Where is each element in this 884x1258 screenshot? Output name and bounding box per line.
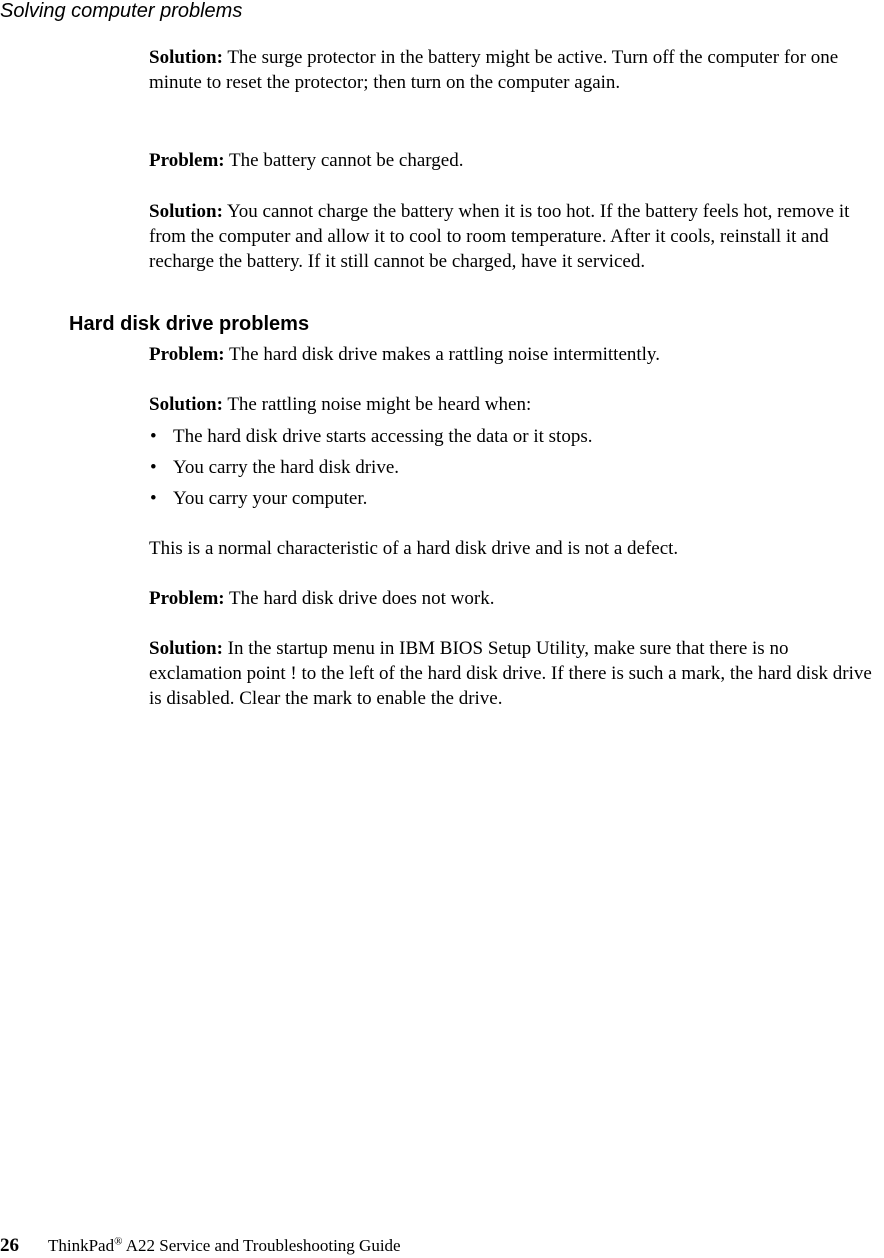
- hdd-normal-characteristic-note: This is a normal characteristic of a hard disk drive and is not a defect.: [149, 538, 679, 559]
- problem-label: Problem:: [149, 150, 225, 171]
- problem-label: Problem:: [149, 588, 225, 609]
- page-number: 26: [0, 1235, 19, 1256]
- solution-label: Solution:: [149, 47, 223, 68]
- solution-text: The surge protector in the battery might be active. Turn off the computer for one minute to reset the protector; then turn on the computer again.: [149, 47, 839, 93]
- list-item-text: The hard disk drive starts accessing the data or it stops.: [173, 426, 593, 447]
- section-heading-hard-disk: Hard disk drive problems: [69, 313, 310, 335]
- list-item-text: You carry the hard disk drive.: [173, 457, 400, 478]
- bullet-icon: •: [150, 457, 157, 478]
- problem-text: The hard disk drive does not work.: [224, 588, 495, 609]
- list-item-text: You carry your computer.: [173, 488, 368, 509]
- registered-mark: ®: [114, 1235, 123, 1248]
- battery-problem-cannot-charge: [149, 148, 884, 173]
- page-footer: [0, 1234, 401, 1258]
- list-item: [149, 455, 884, 486]
- hdd-solution-rattling: [149, 392, 884, 417]
- problem-label: Problem:: [149, 344, 225, 365]
- problem-text: The hard disk drive makes a rattling noise intermittently.: [224, 344, 660, 365]
- solution-text: In the startup menu in IBM BIOS Setup Utility, make sure that there is no exclamation point ! to the left of the hard disk drive. If there is such a mark, the hard disk drive is disabled. Clear the mark to enable the drive.: [149, 638, 872, 709]
- list-item: [149, 424, 884, 455]
- battery-solution-surge-protector: [149, 45, 884, 95]
- bullet-icon: •: [150, 426, 157, 447]
- hdd-solution-bios: [149, 636, 884, 711]
- hdd-rattling-causes: [149, 424, 884, 517]
- hdd-problem-rattling: [149, 342, 884, 367]
- list-item: [149, 486, 884, 517]
- solution-text: You cannot charge the battery when it is too hot. If the battery feels hot, remove it from the computer and allow it to cool to room temperature. After it cools, reinstall it and recharge the battery. If it still cannot be charged, have it serviced.: [149, 201, 850, 272]
- hdd-problem-not-working: [149, 586, 884, 611]
- solution-label: Solution:: [149, 201, 223, 222]
- footer-title: ThinkPad® A22 Service and Troubleshooting Guide: [48, 1235, 401, 1255]
- battery-solution-too-hot: [149, 199, 884, 274]
- bullet-list: [149, 424, 884, 517]
- bullet-icon: •: [150, 488, 157, 509]
- problem-text: The battery cannot be charged.: [224, 150, 464, 171]
- solution-label: Solution:: [149, 394, 223, 415]
- solution-label: Solution:: [149, 638, 223, 659]
- running-head: Solving computer problems: [0, 0, 243, 22]
- solution-text: The rattling noise might be heard when:: [222, 394, 532, 415]
